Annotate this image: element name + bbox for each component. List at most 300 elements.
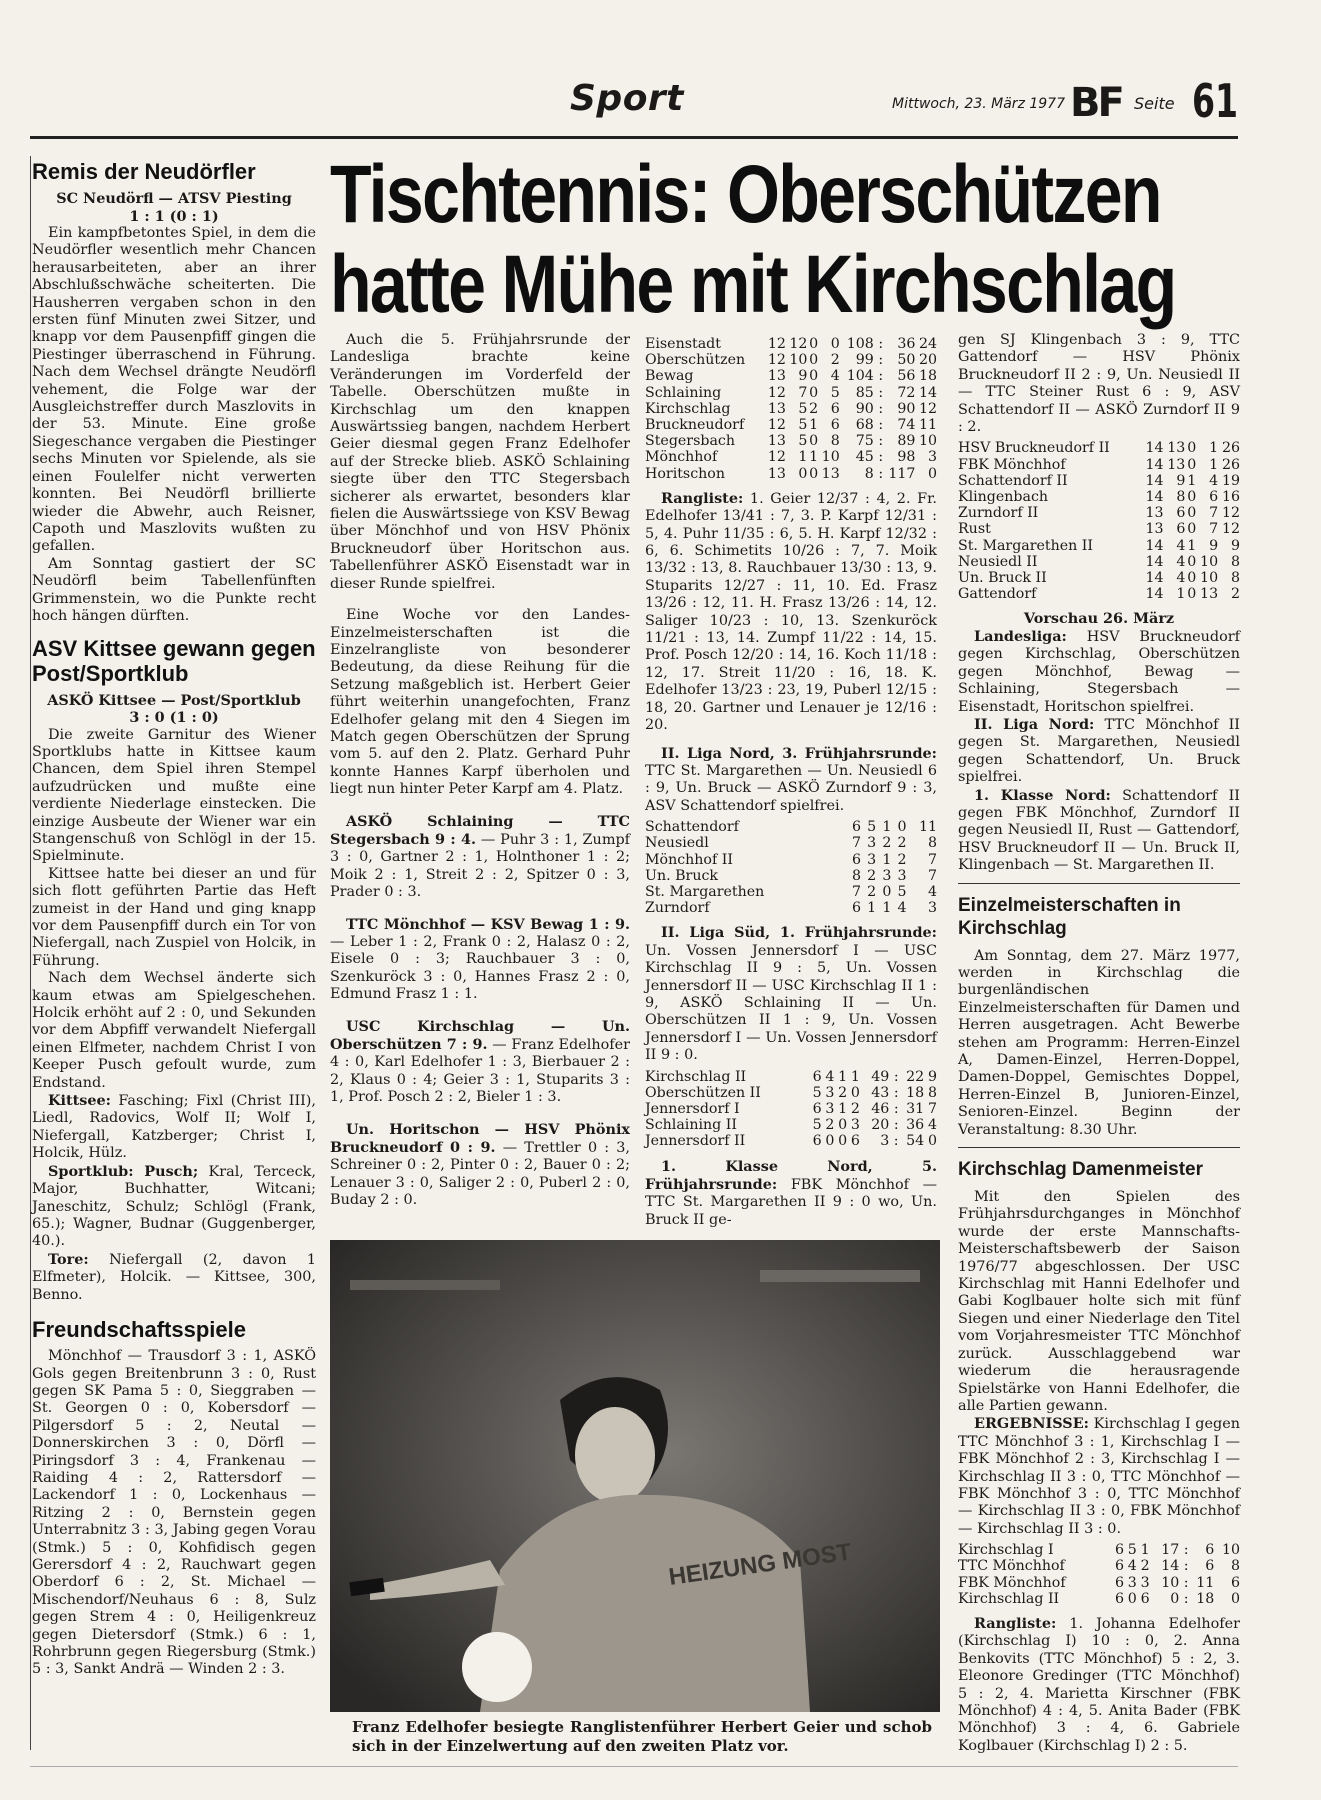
headline-line-1: Tischtennis: Oberschützen (330, 149, 1161, 240)
team-name: FBK Mönchhof (958, 456, 1066, 473)
stat-cell: 1 (1187, 537, 1197, 554)
lineup-text: Fasching; Fixl (Christ III), Liedl, Radovics, Wolf II; Wolf I, Niefergall, Katzberger; Christ I, Holcik, Hülz. (32, 1093, 316, 1162)
stat-cell: 18 (918, 368, 937, 385)
team-name: Un. Bruck (645, 867, 719, 884)
stat-cell: 10 : (1161, 1574, 1189, 1591)
stat-cell: 12 (789, 336, 808, 352)
stat-cell: 1 (809, 417, 819, 434)
stat-cell: 5 (830, 384, 840, 401)
stat-cell: 1 (1187, 472, 1197, 489)
match-result-text: — Leber 1 : 2, Frank 0 : 2, Halasz 0 : 2, Eisele 0 : 3; Rauchbauer 3 : 0, Szenkuröck 3 : 0, Hannes Frasz 2 : 0, Edmund Frasz 1 : 1. (330, 934, 630, 1003)
stat-cell: 26 (1221, 440, 1240, 457)
stat-cell: 0 (838, 1117, 848, 1134)
shirt-print: HEIZUNG MOST (667, 1538, 854, 1591)
stat-cell: 2 (809, 400, 819, 417)
stat-cell: 1 (1140, 1542, 1150, 1559)
section-divider (958, 883, 1240, 884)
stat-cell: 13 (1145, 505, 1164, 522)
stat-cell: 74 (897, 417, 916, 434)
table-row (645, 401, 937, 417)
lineup-kittsee (32, 1092, 316, 1163)
results-label: ERGEBNISSE: (974, 1415, 1089, 1433)
table-row (645, 433, 937, 449)
stat-cell: 3 (927, 449, 937, 466)
goals-text: Niefergall (2, davon 1 Elfmeter), Holcik. — Kittsee, 300, Benno. (32, 1251, 316, 1303)
article-paragraph: Nach dem Wechsel änderte sich kaum etwas am Spielgeschehen. Holcik erhöht auf 2 : 0, und Sekunden vor dem Abpfiff verwandelt Niefergall einen Elfmeter, nachdem Christ I von Keeper Pusch gefoult wurde, zum Endstand. (32, 970, 316, 1091)
stat-cell: 90 : (855, 400, 884, 417)
photo-illustration (330, 1240, 940, 1712)
stat-cell: 7 (927, 1101, 937, 1118)
match-result (330, 1121, 630, 1210)
stat-cell: 0 (798, 465, 808, 482)
preview-text: HSV Bruckneudorf gegen Kirchschlag, Oberschützen gegen Mönchhof, Bewag — Schlaining, Stegersbach — Eisenstadt, Horitschon spielfrei. (958, 628, 1241, 715)
stat-cell: 6 (812, 1101, 822, 1118)
stat-cell: 20 : (871, 1117, 899, 1134)
stat-cell: 56 (897, 368, 916, 385)
team-name: Mönchhof II (645, 851, 733, 868)
stat-cell: 0 (1187, 586, 1197, 603)
standings-table-klasse-nord (958, 440, 1240, 602)
stat-cell: 6 (812, 1068, 822, 1085)
stat-cell: 85 : (855, 384, 884, 401)
stat-cell: 4 (927, 1117, 937, 1134)
stat-cell: 0 (882, 883, 892, 900)
team-name: Rust (958, 521, 991, 538)
stat-cell: 2 (867, 867, 877, 884)
ranking-text: 1. Johanna Edelhofer (Kirchschlag I) 10 : 0, 2. Anna Benkovits (TTC Mönchhof) 5 : 2, 3. Eleonore Gredinger (TTC Mönchhof) 5 : 2, 4. Marietta Kirschner (FBK Mönchhof) 4 : 4, 5. Anita Bader (FBK Mönchhof) 3 : 4, 6. Gabriele Koglbauer (Kirchschlag I) 2 : 5. (958, 1615, 1240, 1754)
stat-cell: 7 (1209, 505, 1219, 522)
league-text: FBK Mönchhof — TTC St. Margarethen II 9 : 0 wo, Un. Bruck II ge- (645, 1177, 937, 1228)
stat-cell: 6 (830, 417, 840, 434)
stat-cell: 13 (767, 400, 786, 417)
match-result-text: — Trettler 0 : 3, Schreiner 0 : 2, Pinter 0 : 2, Bauer 0 : 2; Lenauer 3 : 0, Saliger 2 : 0, Puberl 2 : 0, Buday 2 : 0. (330, 1140, 630, 1209)
stat-cell: 17 : (1161, 1542, 1189, 1559)
main-headline (330, 149, 1176, 330)
stat-cell: 10 (1200, 570, 1219, 587)
team-name: Kirchschlag (645, 400, 731, 417)
stat-cell: 12 (767, 384, 786, 401)
article-column-4 (958, 332, 1240, 1755)
table-row (645, 1101, 937, 1117)
stat-cell: 6 (1176, 505, 1186, 522)
lineup-sportklub (32, 1163, 316, 1251)
league-results-cont: gen SJ Klingenbach 3 : 9, TTC Gattendorf — HSV Phönix Bruckneudorf II 2 : 9, Un. Neusiedl II — TTC Steiner Rust 6 : 9, ASV Schattendorf II — ASKÖ Zurndorf II 9 : 2. (958, 332, 1240, 436)
stat-cell: 50 (897, 352, 916, 369)
stat-cell: 1 (850, 1068, 860, 1085)
stat-cell: 13 (1200, 586, 1219, 603)
table-row (958, 505, 1240, 521)
ranking-label: Rangliste: (974, 1614, 1057, 1632)
stat-cell: 3 (850, 1117, 860, 1134)
stat-cell: 3 (1140, 1574, 1150, 1591)
stat-cell: 6 (851, 900, 861, 917)
team-name: Horitschon (645, 465, 725, 482)
table-row (645, 417, 937, 433)
table-row (645, 1117, 937, 1133)
stat-cell: 10 (1221, 1542, 1240, 1559)
stat-cell: 8 (927, 835, 937, 852)
stat-cell: 43 : (871, 1084, 899, 1101)
stat-cell: 9 (927, 1068, 937, 1085)
match-score: 3 : 0 (1 : 0) (129, 709, 219, 727)
stat-cell: 0 (927, 465, 937, 482)
team-name: TTC Mönchhof (958, 1558, 1065, 1575)
stat-cell: 14 (1145, 472, 1164, 489)
stat-cell: 6 (1209, 489, 1219, 506)
stat-cell: 18 (906, 1084, 925, 1101)
stat-cell: 3 (882, 867, 892, 884)
preview-item (958, 716, 1240, 787)
stat-cell: 2 (1140, 1558, 1150, 1575)
table-row (645, 884, 937, 900)
stat-cell: 7 (851, 835, 861, 852)
stat-cell: 0 (809, 368, 819, 385)
table-row (645, 352, 937, 368)
stat-cell: 0 (809, 433, 819, 450)
bottom-rule (30, 1766, 1238, 1767)
stat-cell: 4 (897, 900, 907, 917)
stat-cell: 0 (1187, 505, 1197, 522)
stat-cell: 0 (1187, 489, 1197, 506)
stat-cell: 8 (1176, 489, 1186, 506)
match-result-text: — Franz Edelhofer 4 : 0, Karl Edelhofer 1 : 3, Bierbauer 2 : 2, Klaus 0 : 4; Geier 3 : 1, Stuparits 3 : 1, Prof. Posch 2 : 2, Bieler 1 : 3. (330, 1037, 630, 1106)
stat-cell: 7 (927, 867, 937, 884)
preview-label: II. Liga Nord: (974, 715, 1095, 733)
match-result (330, 916, 630, 1004)
stat-cell: 1 (838, 1101, 848, 1118)
standings-table-liga-sued (645, 1069, 937, 1150)
goals-label: Tore: (48, 1250, 89, 1268)
stat-cell: 4 (1176, 553, 1186, 570)
table-row (958, 538, 1240, 554)
stat-cell: 117 (888, 465, 916, 482)
table-row (645, 385, 937, 401)
standings-table-landesliga (645, 336, 937, 482)
league-label: II. Liga Nord, 3. Frühjahrsrunde: (661, 744, 937, 762)
match-result (330, 1018, 630, 1107)
stat-cell: 14 (918, 384, 937, 401)
stat-cell: 16 (1221, 489, 1240, 506)
article-headline-kittsee: ASV Kittsee gewann gegen Post/Sportklub (32, 636, 316, 686)
article-column-3 (645, 332, 937, 1229)
stat-cell: 6 (851, 851, 861, 868)
preview-text: Schattendorf II gegen FBK Mönchhof, Zurndorf II gegen Neusiedl II, Rust — Gattendorf, HSV Bruckneudorf II — Un. Bruck II, Klingenbach — St. Margarethen II. (958, 787, 1240, 874)
stat-cell: 4 (927, 883, 937, 900)
masthead-rule (30, 136, 1238, 139)
stat-cell: 31 (906, 1101, 925, 1118)
table-row (958, 1542, 1240, 1558)
stat-cell: 98 (897, 449, 916, 466)
article-headline-einzelmeisterschaften: Einzelmeisterschaften in Kirchschlag (958, 894, 1181, 939)
team-name: Zurndorf II (958, 505, 1039, 522)
match-result-head: ASKÖ Schlaining — TTC Stegersbach 9 : 4. (330, 812, 630, 848)
stat-cell: 6 (830, 400, 840, 417)
stat-cell: 3 (867, 851, 877, 868)
stat-cell: 6 (1140, 1590, 1150, 1607)
stat-cell: 14 (1145, 456, 1164, 473)
table-row (645, 466, 937, 482)
stat-cell: 6 (1205, 1558, 1215, 1575)
stat-cell: 108 : (846, 336, 884, 352)
team-name: Bruckneudorf (645, 417, 745, 434)
league-text: Un. Vossen Jennersdorf I — USC Kirchschlag II 9 : 5, Un. Vossen Jennersdorf II — USC Kirchschlag II 1 : 9, ASKÖ Schlaining II — Un. Oberschützen II 1 : 9, Un. Vossen Jennersdorf I — Un. Vossen Jennersdorf II 9 : 0. (645, 942, 937, 1064)
stat-cell: 12 (1221, 521, 1240, 538)
team-name: Kirchschlag II (645, 1068, 747, 1085)
stat-cell: 12 (918, 400, 937, 417)
stat-cell: 3 (825, 1084, 835, 1101)
stat-cell: 36 (897, 336, 916, 352)
stat-cell: 4 (1209, 472, 1219, 489)
stat-cell: 0 (830, 336, 840, 352)
stat-cell: 0 (897, 819, 907, 836)
league-label: 1. Klasse Nord, 5. Frühjahrsrunde: (645, 1157, 937, 1194)
stat-cell: 18 (1196, 1590, 1215, 1607)
team-name: Neusiedl II (958, 553, 1038, 570)
team-name: Un. Bruck II (958, 570, 1047, 587)
stat-cell: 13 (767, 465, 786, 482)
league-text: TTC St. Margarethen — Un. Neusiedl 6 : 9, Un. Bruck — ASKÖ Zurndorf 9 : 3, ASV Schattendorf spielfrei. (645, 762, 937, 814)
article-paragraph: Auch die 5. Frühjahrsrunde der Landesliga brachte keine Veränderungen im Vorderfeld der Tabelle. Oberschützen mußte in Kirchschlag um den knappen Auswärtssieg bangen, nachdem Herbert Geier diesmal gegen Franz Edelhofer auf der Strecke blieb. ASKÖ Schlaining siegte über den TTC Stegersbach sicherer als erwartet, besonders klar fielen die Auswärtssiege von KSV Bewag über Mönchhof und von HSV Phönix Bruckneudorf über Horitschon aus. Tabellenführer ASKÖ Eisenstadt war in dieser Runde spielfrei. (330, 332, 630, 592)
stat-cell: 11 (918, 417, 937, 434)
team-name: St. Margarethen II (958, 537, 1094, 554)
stat-cell: 14 : (1161, 1558, 1189, 1575)
table-row (958, 586, 1240, 602)
stat-cell: 6 (1230, 1574, 1240, 1591)
stat-cell: 2 (830, 352, 840, 369)
article-headline-damenmeister: Kirchschlag Damenmeister (958, 1159, 1203, 1181)
masthead (30, 70, 1240, 140)
team-name: FBK Mönchhof (958, 1574, 1066, 1591)
stat-cell: 11 (918, 819, 937, 836)
results-text: Kirchschlag I gegen TTC Mönchhof 3 : 1, Kirchschlag I — FBK Mönchhof 2 : 3, Kirchschlag I — Kirchschlag II 3 : 0, TTC Mönchhof — FBK Mönchhof 3 : 0, TTC Mönchhof — Kirchschlag II 3 : 0, FBK Mönchhof — Kirchschlag II 3 : 0. (958, 1416, 1241, 1537)
team-name: Gattendorf (958, 586, 1037, 603)
stat-cell: 3 (825, 1101, 835, 1118)
stat-cell: 22 (906, 1068, 925, 1085)
stat-cell: 9 (1176, 472, 1186, 489)
standings-table-liga-nord (645, 819, 937, 916)
table-row (645, 868, 937, 884)
stat-cell: 1 (882, 900, 892, 917)
stat-cell: 12 (767, 449, 786, 466)
table-row (645, 819, 937, 835)
stat-cell: 8 (1230, 553, 1240, 570)
stat-cell: 46 : (871, 1101, 899, 1118)
ranking-text: 1. Geier 12/37 : 4, 2. Fr. Edelhofer 13/41 : 7, 3. P. Karpf 12/31 : 5, 4. Puhr 11/35 : 6, 5. H. Karpf 12/32 : 6, 6. Schimetits 10/26 : 7, 7. Moik 13/32 : 13, 8. Rauchbauer 13/30 : 13, 9. Stuparits 12/27 : 11, 10. Ed. Frasz 13/26 : 12, 11. H. Frasz 13/26 : 14, 12. Saliger 10/23 : 10, 13. Szenkuröck 11/21 : 13, 14. Zumpf 11/22 : 14, 15. Prof. Posch 12/20 : 14, 16. Koch 11/18 : 12, 17. Streit 11/20 : 16, 18. K. Edelhofer 13/23 : 23, 19, Puberl 12/15 : 18, 20. Gartner und Lenauer je 12/16 : 20. (645, 490, 937, 734)
table-tennis-photo (330, 1240, 940, 1712)
left-column (32, 160, 316, 1679)
table-row (645, 336, 937, 352)
stat-cell: 13 (1167, 440, 1186, 457)
stat-cell: 4 (1127, 1558, 1137, 1575)
stat-cell: 13 (1167, 456, 1186, 473)
stat-cell: 3 (897, 867, 907, 884)
stat-cell: 12 (767, 352, 786, 369)
table-row (645, 1133, 937, 1149)
stat-cell: 12 (1221, 505, 1240, 522)
table-row (958, 1558, 1240, 1574)
table-row (645, 900, 937, 916)
stat-cell: 6 (1176, 521, 1186, 538)
team-name: Jennersdorf I (645, 1101, 740, 1118)
stat-cell: 1 (798, 449, 808, 466)
league-results (645, 924, 937, 1064)
match-result-head: Un. Horitschon — HSV Phönix Bruckneudorf 0 : 9. (330, 1120, 630, 1157)
stat-cell: 2 (897, 835, 907, 852)
table-row (958, 1575, 1240, 1591)
stat-cell: 12 (767, 336, 786, 352)
stat-cell: 0 (809, 384, 819, 401)
stat-cell: 72 (897, 384, 916, 401)
stat-cell: 4 (830, 368, 840, 385)
stat-cell: 10 (918, 433, 937, 450)
stat-cell: 0 (809, 336, 819, 352)
article-headline-friendlies: Freundschaftsspiele (32, 1316, 246, 1342)
stat-cell: 0 (927, 1133, 937, 1150)
stat-cell: 3 (1127, 1574, 1137, 1591)
team-name: Kirchschlag II (958, 1590, 1060, 1607)
table-row (958, 570, 1240, 586)
stat-cell: 90 (897, 400, 916, 417)
stat-cell: 19 (1221, 472, 1240, 489)
stat-cell: 8 (1230, 570, 1240, 587)
preview-label: 1. Klasse Nord: (974, 786, 1111, 804)
article-headline-neudoerfl: Remis der Neudörfler (32, 159, 256, 184)
stat-cell: 0 (1187, 570, 1197, 587)
article-paragraph: Am Sonntag gastiert der SC Neudörfl beim Tabellenfünften Grimmenstein, wo die Punkte recht hoch hängen dürften. (32, 555, 316, 624)
section-title: Sport (570, 78, 684, 119)
stat-cell: 1 (1209, 440, 1219, 457)
left-column-border (30, 156, 31, 1750)
page-label: Seite (1134, 94, 1175, 113)
stat-cell: 75 : (855, 433, 884, 450)
team-name: Neusiedl (645, 835, 709, 852)
stat-cell: 12 (767, 417, 786, 434)
page-number: 61 (1192, 74, 1239, 128)
article-paragraph: Kittsee hatte bei dieser an und für sich flott geführten Partie das Heft zumeist in der Hand und ging knapp vor dem Pausenpfiff durch ein Tor von Niefergall, nach Zuspiel von Holcik, in Führung. (32, 865, 316, 969)
stat-cell: 8 (1230, 1558, 1240, 1575)
stat-cell: 9 (1209, 537, 1219, 554)
stat-cell: 10 (1200, 553, 1219, 570)
stat-cell: 2 (838, 1084, 848, 1101)
issue-date: Mittwoch, 23. März 1977 (892, 96, 1065, 112)
stat-cell: 5 (812, 1084, 822, 1101)
table-row (958, 473, 1240, 489)
lineup-label: Sportklub: Pusch; (48, 1162, 199, 1180)
standings-table-damen (958, 1542, 1240, 1607)
stat-cell: 6 (1114, 1558, 1124, 1575)
stat-cell: 68 : (855, 417, 884, 434)
stat-cell: 7 (927, 851, 937, 868)
team-name: Schattendorf II (958, 472, 1068, 489)
newspaper-logo: BF (1070, 80, 1122, 126)
stat-cell: 0 (838, 1133, 848, 1150)
table-row (958, 521, 1240, 537)
ranking-label: Rangliste: (661, 489, 744, 507)
stat-cell: 2 (882, 835, 892, 852)
stat-cell: 6 (812, 1133, 822, 1150)
stat-cell: 3 : (880, 1133, 899, 1150)
stat-cell: 4 (1176, 537, 1186, 554)
goals-line (32, 1251, 316, 1304)
team-name: Schlaining (645, 384, 722, 401)
team-name: Zurndorf (645, 900, 710, 917)
league-label: II. Liga Süd, 1. Frühjahrsrunde: (661, 924, 937, 942)
preview-item (958, 628, 1240, 716)
stat-cell: 10 (789, 352, 808, 369)
stat-cell: 2 (850, 1101, 860, 1118)
headline-line-2: hatte Mühe mit Kirchschlag (330, 239, 1176, 330)
table-row (645, 368, 937, 384)
stat-cell: 9 (1230, 537, 1240, 554)
table-row (958, 1591, 1240, 1607)
stat-cell: 4 (1176, 570, 1186, 587)
ranking-list (645, 490, 937, 735)
stat-cell: 6 (1205, 1542, 1215, 1559)
stat-cell: 0 (1187, 440, 1197, 457)
table-row (645, 1085, 937, 1101)
lineup-text: Kral, Terceck, Major, Buchhatter, Witcani; Janeschitz, Schulz; Schlögl (Frank, 65.); Wagner, Budnar (Guggenberger, 40.). (32, 1163, 316, 1250)
stat-cell: 0 (850, 1084, 860, 1101)
stat-cell: 2 (897, 851, 907, 868)
stat-cell: 1 (809, 449, 819, 466)
results-paragraph (958, 1415, 1240, 1538)
match-result-head: USC Kirchschlag — Un. Oberschützen 7 : 9. (330, 1017, 630, 1054)
stat-cell: 0 (1187, 553, 1197, 570)
preview-label: Landesliga: (974, 627, 1067, 645)
stat-cell: 2 (1230, 586, 1240, 603)
stat-cell: 5 (798, 417, 808, 434)
lineup-label: Kittsee: (48, 1092, 111, 1110)
stat-cell: 14 (1145, 586, 1164, 603)
stat-cell: 26 (1221, 456, 1240, 473)
stat-cell: 99 : (855, 352, 884, 369)
stat-cell: 7 (851, 883, 861, 900)
stat-cell: 14 (1145, 570, 1164, 587)
team-name: Oberschützen II (645, 1084, 761, 1101)
stat-cell: 54 (906, 1133, 925, 1150)
team-name: Eisenstadt (645, 336, 721, 352)
stat-cell: 49 : (871, 1068, 899, 1085)
team-name: Stegersbach (645, 433, 735, 450)
stat-cell: 4 (825, 1068, 835, 1085)
article-paragraph: Am Sonntag, dem 27. März 1977, werden in Kirchschlag die burgenländischen Einzelmeisterschaften für Damen und Herren ausgetragen. Acht Bewerbe stehen am Programm: Herren-Einzel A, Damen-Einzel, Herren-Doppel, Damen-Doppel, Gemischtes Doppel, Herren-Einzel B, Junioren-Einzel, Senioren-Einzel. Beginn der Veranstaltung: 8.30 Uhr. (958, 947, 1240, 1138)
table-row (645, 449, 937, 465)
team-name: Bewag (645, 368, 694, 385)
stat-cell: 1 (1176, 586, 1186, 603)
stat-cell: 1 (1209, 456, 1219, 473)
stat-cell: 3 (867, 835, 877, 852)
stat-cell: 10 (821, 449, 840, 466)
table-row (958, 440, 1240, 456)
section-divider (958, 1147, 1240, 1148)
team-name: St. Margarethen (645, 883, 765, 900)
match-result-text: — Puhr 3 : 1, Zumpf 3 : 0, Gartner 2 : 1, Holnthoner 1 : 2; Moik 2 : 1, Streit 2 : 2, Spitzer 0 : 3, Prader 0 : 3. (330, 831, 630, 901)
stat-cell: 5 (1127, 1542, 1137, 1559)
article-paragraph: Ein kampfbetontes Spiel, in dem die Neudörfler wesentlich mehr Chancen herausarbeiteten, aber an ihrer Abschlußschwäche scheiterten. Die Hausherren vergaben schon in den ersten fünf Minuten zwei Sitzer, und knapp vor dem Pausenpfiff gingen die Piestinger überraschend in Führung. Nach dem Wechsel drängte Neudörfl vehement, die Folge war der Ausgleichstreffer durch Maszlovits in der 53. Minute. Eine große Siegeschance vergaben die Piestinger sechs Minuten vor Spielende, als sie einen Foulelfer nicht verwerten konnten. Bei Neudörfl brillierte wieder die Abwehr, auch Reisner, Capoth und Maszlovits wußten zu gefallen. (32, 225, 316, 555)
team-name: Schattendorf (645, 819, 739, 836)
stat-cell: 8 : (864, 465, 884, 482)
league-results (645, 745, 937, 816)
match-result-head: TTC Mönchhof — KSV Bewag 1 : 9. (346, 915, 630, 933)
stat-cell: 6 (1114, 1574, 1124, 1591)
match-title: ASKÖ Kittsee — Post/Sportklub (47, 691, 301, 709)
stat-cell: 45 : (855, 449, 884, 466)
table-row (958, 489, 1240, 505)
stat-cell: 14 (1145, 553, 1164, 570)
photo-caption: Franz Edelhofer besiegte Ranglistenführer Herbert Geier und schob sich in der Einzelwertung auf den zweiten Platz vor. (352, 1718, 932, 1755)
match-result (330, 813, 630, 902)
stat-cell: 89 (897, 433, 916, 450)
